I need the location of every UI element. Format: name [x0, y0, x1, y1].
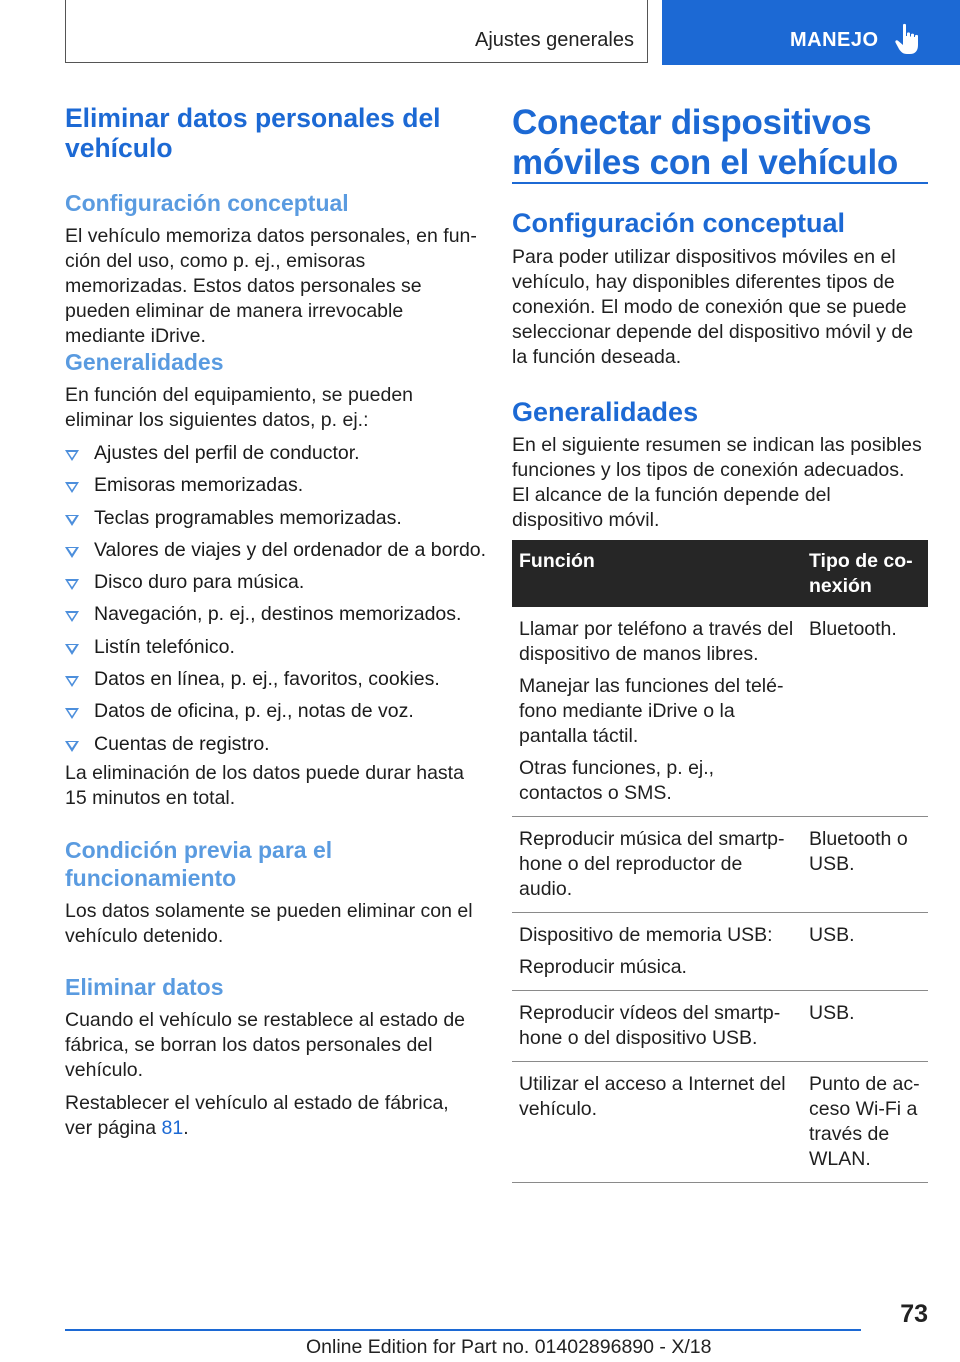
- right-heading-general: Generalidades: [512, 397, 699, 427]
- left-heading-concept: Configuración conceptual: [65, 190, 349, 216]
- edition-text: Online Edition for Part no. 01402896890 - X/18: [306, 1336, 712, 1358]
- chapter-tab[interactable]: [662, 0, 960, 65]
- column-header-function: Función: [512, 540, 802, 607]
- left-concept-text: El vehículo memoriza datos personales, en función del uso, como p. ej., emisoras memorizadas. Estos datos personales se pueden eliminar de manera irrevocable mediante iDrive.: [65, 225, 477, 347]
- list-item: Ajustes del perfil de conductor.: [65, 441, 485, 473]
- triangle-bullet-icon: [65, 515, 79, 526]
- list-item: Teclas programables memorizadas.: [65, 506, 485, 538]
- list-item: Datos de oficina, p. ej., notas de voz.: [65, 699, 485, 731]
- left-general-text: En función del equipamiento, se pueden eliminar los siguientes datos, p. ej.:: [65, 384, 414, 431]
- triangle-bullet-icon: [65, 482, 79, 493]
- triangle-bullet-icon: [65, 708, 79, 719]
- left-heading-delete: Eliminar datos: [65, 974, 224, 1000]
- list-item: Disco duro para música.: [65, 570, 485, 602]
- triangle-bullet-icon: [65, 741, 79, 752]
- data-list: [65, 441, 485, 764]
- table-row: Reproducir vídeos del smartphone o del dispositivo USB. USB.: [512, 991, 928, 1062]
- list-item: Listín telefónico.: [65, 635, 485, 667]
- triangle-bullet-icon: [65, 579, 79, 590]
- list-item: Navegación, p. ej., destinos memorizados.: [65, 602, 485, 634]
- triangle-bullet-icon: [65, 676, 79, 687]
- page-number: 73: [900, 1300, 928, 1328]
- right-title: Conectar dispositivos móviles con el vehículo: [512, 103, 899, 182]
- triangle-bullet-icon: [65, 547, 79, 558]
- title-divider: [512, 182, 928, 184]
- footer-divider: [65, 1329, 861, 1331]
- list-item: Emisoras memorizadas.: [65, 473, 485, 505]
- column-header-connection: Tipo de conexión: [802, 540, 928, 607]
- table-row: Reproducir música del smartphone o del reproductor de audio. Bluetooth o USB.: [512, 817, 928, 913]
- left-heading-precondition: Condición previa para el funcionamiento: [65, 837, 333, 891]
- table-row: Dispositivo de memoria USB: Reproducir música. USB.: [512, 913, 928, 991]
- table-row: Utilizar el acceso a Internet del vehículo. Punto de acceso Wi-Fi a través de WLAN.: [512, 1062, 928, 1183]
- chapter-tab-label: MANEJO: [790, 29, 879, 51]
- page-reference-link[interactable]: 81: [161, 1117, 184, 1139]
- triangle-bullet-icon: [65, 644, 79, 655]
- list-item: Datos en línea, p. ej., favoritos, cookies.: [65, 667, 485, 699]
- triangle-bullet-icon: [65, 611, 79, 622]
- right-heading-concept: Configuración conceptual: [512, 208, 846, 238]
- list-item: Cuentas de registro.: [65, 732, 485, 764]
- table-header-row: [512, 540, 928, 607]
- triangle-bullet-icon: [65, 450, 79, 461]
- right-concept-text: Para poder utilizar dispositivos móviles en el vehículo, hay disponibles diferentes tipos de conexión. El modo de conexión que se puede seleccionar depende del dispositivo móvil y de la función deseada.: [512, 246, 914, 368]
- right-general-text: En el siguiente resumen se indican las posibles funciones y los tipos de conexión adecuados. El alcance de la función depende del dispositivo móvil.: [512, 434, 922, 531]
- left-title: Eliminar datos personales del vehículo: [65, 103, 441, 163]
- left-duration-text: La eliminación de los datos puede durar hasta 15 minutos en total.: [65, 762, 464, 809]
- left-precondition-text: Los datos solamente se pueden eliminar con el vehículo detenido.: [65, 900, 473, 947]
- connection-table: [512, 540, 928, 1183]
- left-reset-text: Restablecer el vehículo al estado de fábrica, ver página 81.: [65, 1092, 449, 1139]
- table-row: Llamar por teléfono a través del dispositivo de manos libres. Manejar las funciones del teléfono mediante iDrive o la pantalla táctil. Otras funciones, p. ej., contactos o SMS. Bluetooth.: [512, 607, 928, 817]
- left-delete-text: Cuando el vehículo se restablece al estado de fábrica, se borran los datos personales del vehículo.: [65, 1009, 466, 1081]
- hand-pointer-icon: [894, 23, 920, 55]
- section-title: Ajustes generales: [475, 29, 634, 51]
- list-item: Valores de viajes y del ordenador de a bordo.: [65, 538, 485, 570]
- left-heading-general: Generalidades: [65, 349, 224, 375]
